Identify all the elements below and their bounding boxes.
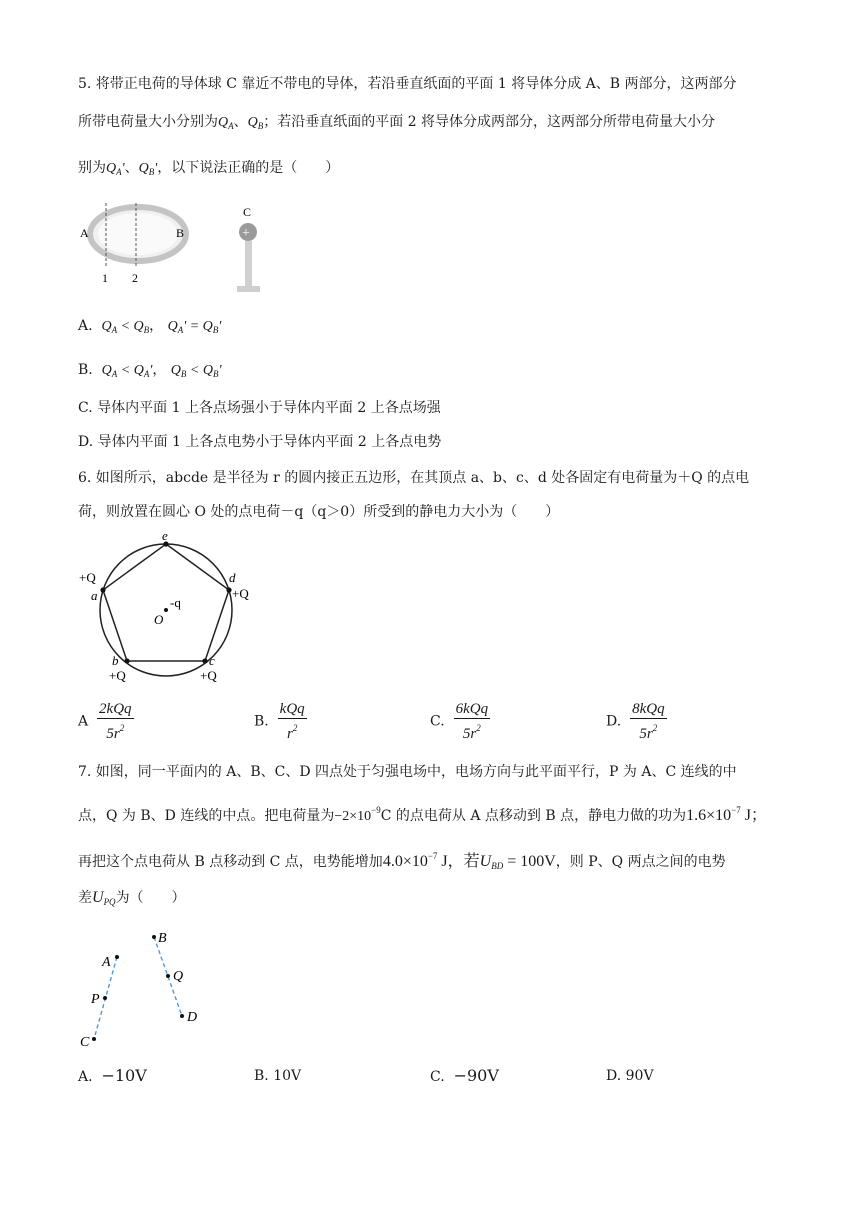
svg-text:a: a	[91, 588, 98, 603]
q6-option-c: C. $\frac{\text{6kQq}}{5r^2}$	[430, 701, 489, 742]
svg-text:A: A	[80, 226, 89, 240]
q5-stem-line-1: 5. 将带正电荷的导体球 C 靠近不带电的导体，若沿垂直纸面的平面 1 将导体分成 A、B 两部分，这两部分	[78, 76, 737, 92]
q6-option-d: D. $\frac{\text{8kQq}}{5r^2}$	[606, 701, 665, 742]
svg-text:+Q: +Q	[232, 586, 249, 601]
q7-option-d: D. 90V	[606, 1068, 654, 1084]
q7-stem-line-4: 差$U_{PQ}$为（ ）	[78, 889, 186, 907]
svg-text:2: 2	[132, 271, 138, 285]
svg-text:-q: -q	[170, 595, 181, 610]
q7-option-c: C. −90V	[430, 1066, 499, 1085]
svg-text:C: C	[243, 205, 252, 219]
svg-text:+: +	[242, 226, 250, 241]
svg-text:c: c	[209, 653, 215, 668]
q7-stem-line-1: 7. 如图，同一平面内的 A、B、C、D 四点处于匀强电场中，电场方向与此平面平行，P 为 A、C 连线的中	[78, 764, 737, 780]
svg-text:B: B	[176, 226, 185, 240]
svg-text:1: 1	[102, 271, 108, 285]
q5-option-b: B. $Q_A < Q_A'$， $Q_B < Q_B'$	[78, 362, 222, 379]
q7-stem-line-2: 点，Q 为 B、D 连线的中点。把电荷量为$-2\times 10^{-9}C$ 的点电荷从 A 点移动到 B 点，静电力做的功为$1.6\times 10^{-7}$ J；	[78, 805, 767, 824]
q5-option-c: C. 导体内平面 1 上各点场强小于导体内平面 2 上各点场强	[78, 400, 441, 416]
svg-text:+Q: +Q	[79, 570, 96, 585]
q6-option-a: A $\frac{\text{2kQq}}{5r^2}$	[78, 701, 132, 742]
svg-text:B: B	[158, 931, 167, 946]
svg-text:A: A	[102, 955, 111, 970]
svg-text:+Q: +Q	[109, 668, 126, 683]
q5-option-a: A. $Q_A < Q_B$， $Q_A' = Q_B'$	[78, 318, 222, 335]
svg-text:+Q: +Q	[200, 668, 217, 683]
q6-stem-line-1: 6. 如图所示，abcde 是半径为 r 的圆内接正五边形，在其顶点 a、b、c、d 处各固定有电荷量为＋Q 的点电	[78, 470, 750, 486]
q7-option-a: A. −10V	[78, 1066, 147, 1085]
q6-pentagon-figure	[76, 534, 266, 684]
q5-option-d: D. 导体内平面 1 上各点电势小于导体内平面 2 上各点电势	[78, 434, 442, 450]
svg-text:P: P	[91, 992, 100, 1007]
svg-text:b: b	[112, 653, 119, 668]
svg-text:D: D	[187, 1010, 198, 1025]
insulating-stand	[245, 241, 252, 287]
q6-stem-line-2: 荷，则放置在圆心 O 处的点电荷－q（q＞0）所受到的静电力大小为（ ）	[78, 504, 560, 520]
q7-stem-line-3: 再把这个点电荷从 B 点移动到 C 点，电势能增加$4.0\times 10^{-7}$ J，若$U_{BD} = 100V$，则 P、Q 两点之间的电势	[78, 851, 726, 871]
svg-text:C: C	[80, 1035, 90, 1050]
svg-text:d: d	[229, 570, 236, 585]
q7-option-b: B. 10V	[254, 1068, 302, 1084]
q5-conductor-figure	[76, 198, 276, 298]
q7-points-figure	[76, 926, 216, 1052]
q5-stem-line-2: 所带电荷量大小分别为$Q_A$、$Q_B$；若沿垂直纸面的平面 2 将导体分成两部分，这两部分所带电荷量大小分	[78, 114, 716, 131]
svg-text:O: O	[154, 612, 164, 627]
q6-option-b: B. $\frac{\text{kQq}}{r^2}$	[254, 701, 305, 742]
svg-text:e: e	[162, 534, 168, 543]
svg-text:Q: Q	[173, 969, 184, 984]
q5-stem-line-3: 别为$Q_A'$、$Q_B'$，以下说法正确的是（ ）	[78, 160, 340, 177]
